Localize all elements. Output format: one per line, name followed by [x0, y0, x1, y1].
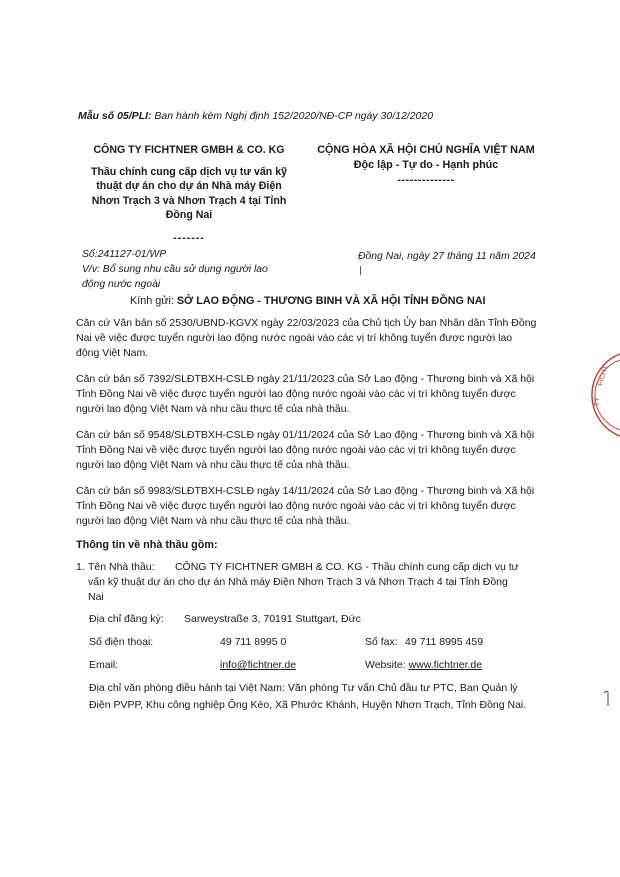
- office-line: Điện PVPP, Khu công nghiệp Ông Kèo, Xã Phước Khánh, Huyện Nhơn Trạch, Tỉnh Đồng Nai.: [89, 699, 527, 711]
- company-header: [80, 143, 298, 245]
- document-reference: [82, 247, 302, 292]
- recipient-line: [130, 295, 486, 307]
- contractor-info: [76, 560, 554, 605]
- contractor-line: vấn kỹ thuật dự án cho dự án Nhà máy Điện Nhơn Trạch 3 và Nhơn Trạch 4 tại Tỉnh Đồng: [88, 576, 508, 588]
- vietnam-office-address: [89, 680, 559, 714]
- recipient-name: SỞ LAO ĐỘNG - THƯƠNG BINH VÀ XÃ HỘI TỈNH ĐỒNG NAI: [176, 295, 486, 307]
- fax-value: 49 711 8995 459: [405, 636, 484, 648]
- office-line: Địa chỉ văn phòng điều hành tại Việt Nam: Văn phòng Tư vấn Chủ đầu tư PTC, Ban Quản lý: [89, 682, 518, 694]
- company-seal-stamp: [588, 350, 620, 440]
- paragraph-line: động Việt Nam.: [76, 347, 149, 359]
- phone-value: 49 711 8995 0: [220, 636, 287, 648]
- svg-text:TY: TY: [593, 396, 601, 407]
- address-value: Sarweystraße 3, 70191 Stuttgart, Đức: [184, 613, 361, 625]
- email-link[interactable]: info@fichtner.de: [220, 659, 297, 671]
- company-role-line: thuật dự án cho dự án Nhà máy Điện: [96, 180, 282, 192]
- list-number: 1.: [76, 561, 85, 573]
- paragraph-line: Căn cứ Văn bản số 2530/UBND-KGVX ngày 22/03/2023 của Chủ tịch Ủy ban Nhân dân Tỉnh Đồng: [76, 317, 537, 329]
- document-subject-line: động nước ngoài: [82, 279, 161, 290]
- paragraph-line: Căn cứ bản số 9548/SLĐTBXH-CSLĐ ngày 01/11/2024 của Sở Lao động - Thương binh và Xã hội: [76, 429, 535, 441]
- contractor-line: Nai: [88, 591, 104, 603]
- paragraph-line: Tỉnh Đồng Nai về việc được tuyển người lao động nước ngoài vào các vị trí không tuyển được: [76, 500, 516, 512]
- fax-label: Số fax:: [365, 636, 398, 648]
- national-separator: --------------: [397, 174, 455, 186]
- paragraph-line: người lao động Việt Nam và nhu cầu thực tế của nhà thầu.: [76, 403, 350, 415]
- document-date: Đồng Nai, ngày 27 tháng 11 năm 2024: [358, 251, 536, 262]
- pen-tick-mark: [360, 266, 361, 275]
- national-header: [306, 143, 546, 188]
- company-role-line: Thầu chính cung cấp dịch vụ tư vấn kỹ: [90, 165, 288, 178]
- pen-mark: [602, 689, 612, 707]
- company-name: CÔNG TY FICHTNER GMBH & CO. KG: [93, 144, 285, 156]
- paragraph-line: Tỉnh Đồng Nai về việc được tuyển người lao động nước ngoài vào các vị trí không tuyển được: [76, 388, 516, 400]
- document-body: [76, 316, 554, 540]
- form-text: Ban hành kèm Nghị định 152/2020/NĐ-CP ngày 30/12/2020: [151, 110, 434, 122]
- website-row: [365, 659, 482, 671]
- recipient-label: Kính gửi:: [130, 295, 177, 307]
- paragraph-line: Căn cứ bản số 7392/SLĐTBXH-CSLĐ ngày 21/11/2023 của Sở Lao động - Thương binh và Xã hội: [76, 373, 535, 385]
- paragraph-line: người lao động Việt Nam và nhu cầu thực tế của nhà thầu.: [76, 459, 350, 471]
- form-reference: [78, 110, 433, 122]
- address-label: Địa chỉ đăng ký:: [89, 613, 164, 625]
- form-label: Mẫu số 05/PLI:: [78, 110, 152, 122]
- country-name: CỘNG HÒA XÃ HỘI CHỦ NGHĨA VIỆT NAM: [317, 144, 535, 156]
- phone-label: Số điện thoại:: [89, 636, 154, 648]
- document-number: Số:241127-01/WP: [82, 249, 167, 260]
- paragraph-line: Căn cứ bản số 9983/SLĐTBXH-CSLĐ ngày 14/11/2024 của Sở Lao động - Thương binh và Xã hội: [76, 485, 535, 497]
- document-subject-line: V/v: Bổ sung nhu cầu sử dụng người lao: [82, 264, 268, 275]
- paragraph-line: người lao động Việt Nam và nhu cầu thực tế của nhà thầu.: [76, 515, 350, 527]
- national-motto: Độc lập - Tự do - Hạnh phúc: [353, 159, 499, 171]
- contractor-line: Tên Nhà thầu: CÔNG TY FICHTNER GMBH & CO. KG - Thầu chính cung cấp dịch vụ tư: [88, 561, 519, 573]
- paragraph: [76, 484, 554, 529]
- email-label: Email:: [89, 659, 119, 671]
- section-title: Thông tin về nhà thầu gồm:: [76, 539, 218, 551]
- paragraph-line: Tỉnh Đồng Nai về việc được tuyển người lao động nước ngoài vào các vị trí không tuyển được: [76, 444, 516, 456]
- contractor-name-block: [88, 560, 554, 605]
- paragraph: [76, 428, 554, 473]
- website-link[interactable]: www.fichtner.de: [408, 659, 483, 671]
- company-role-line: Nhơn Trạch 3 và Nhơn Trạch 4 tại Tỉnh: [91, 194, 287, 207]
- website-label: Website:: [365, 659, 409, 671]
- paragraph: [76, 372, 554, 417]
- svg-text:FICHT: FICHT: [597, 364, 610, 387]
- paragraph: [76, 316, 554, 361]
- paragraph-line: Nai về việc được tuyển người lao động nước ngoài vào các vị trí không tuyển được người lao: [76, 332, 513, 344]
- company-role-line: Đồng Nai: [165, 209, 213, 221]
- company-separator: -------: [173, 231, 205, 244]
